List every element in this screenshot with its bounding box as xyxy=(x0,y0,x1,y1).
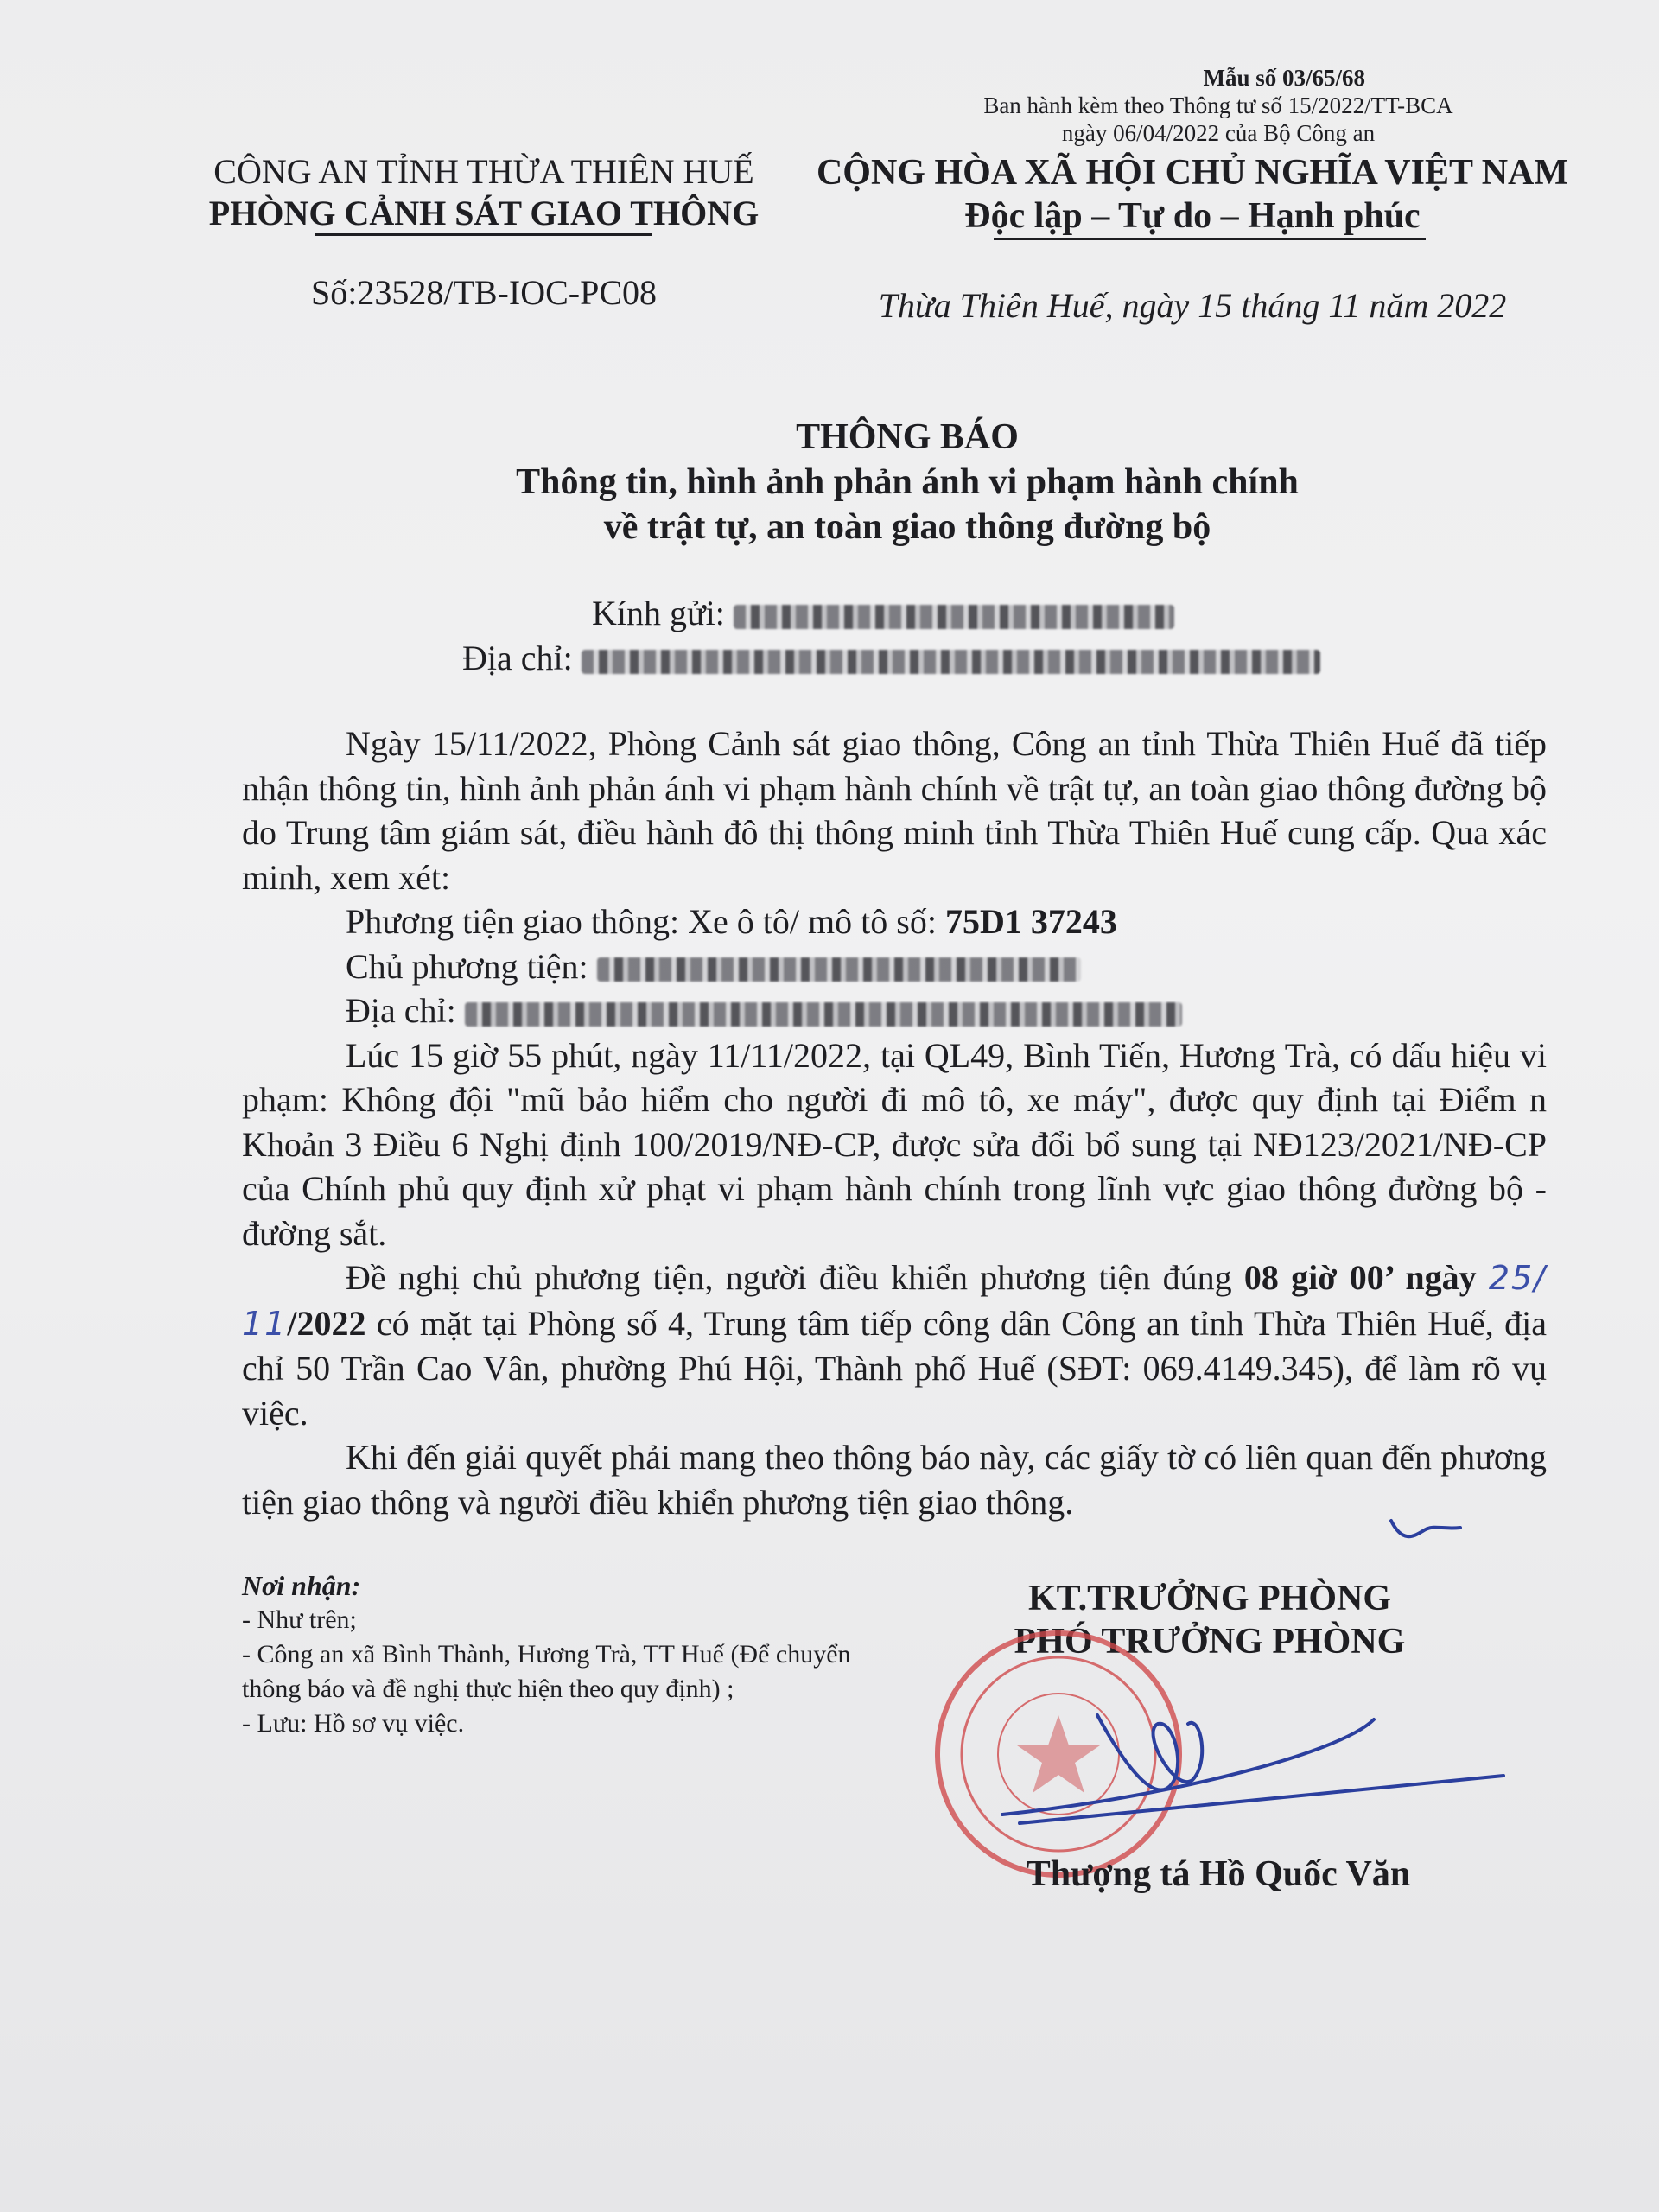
form-issued-date: ngày 06/04/2022 của Bộ Công an xyxy=(1061,120,1376,146)
body-paragraph-2: Lúc 15 giờ 55 phút, ngày 11/11/2022, tại QL49, Bình Tiến, Hương Trà, có dấu hiệu vi phạm: Không đội "mũ bảo hiểm cho người đi mô tô, xe máy", được quy định tại Điểm n Khoản 3 Điều 6 Nghị định 100/2019/NĐ-CP, được sửa đổi bổ sung tại NĐ123/2021/NĐ-CP của Chính phủ quy định xử phạt vi phạm hành chính trong lĩnh vực giao thông đường bộ - đường sắt. xyxy=(242,1035,1547,1253)
body-paragraph-4: Khi đến giải quyết phải mang theo thông báo này, các giấy tờ có liên quan đến phương tiện giao thông và người điều khiển phương tiện giao thông. xyxy=(242,1438,1547,1522)
place-date: Thừa Thiên Huế, ngày 15 tháng 11 năm 2022 xyxy=(878,286,1507,325)
form-code: Mẫu số 03/65/68 xyxy=(1203,65,1365,91)
official-stamp-icon xyxy=(938,1633,1179,1875)
receiver-item: - Như trên; xyxy=(242,1605,357,1634)
handwritten-date: 25/ 11 xyxy=(242,1259,1548,1343)
appointment-year: /2022 xyxy=(287,1303,366,1343)
national-motto: Độc lập – Tự do – Hạnh phúc xyxy=(964,196,1421,236)
receiver-item: - Công an xã Bình Thành, Hương Trà, TT Huế (Để chuyển thông báo và đề nghị thực hiện theo quy định) ; xyxy=(242,1640,851,1703)
recipient-address-label: Địa chỉ: xyxy=(462,639,573,677)
document-title: THÔNG BÁO xyxy=(796,417,1019,457)
appointment-time: 08 giờ 00’ ngày xyxy=(1243,1258,1477,1297)
signature-line-1: KT.TRƯỞNG PHÒNG xyxy=(1028,1579,1391,1618)
document-number: Số:23528/TB-IOC-PC08 xyxy=(310,273,658,312)
owner-label: Chủ phương tiện: xyxy=(346,946,588,986)
owner-address-label: Địa chỉ: xyxy=(346,991,456,1030)
p3-start: Đề nghị chủ phương tiện, người điều khiển phương tiện đúng xyxy=(346,1258,1232,1297)
vehicle-plate: 75D1 37243 xyxy=(944,902,1117,941)
issuer-department: PHÒNG CẢNH SÁT GIAO THÔNG xyxy=(208,194,760,232)
document-subtitle-2: về trật tự, an toàn giao thông đường bộ xyxy=(603,507,1211,547)
body-paragraph-1: Ngày 15/11/2022, Phòng Cảnh sát giao thông, Công an tỉnh Thừa Thiên Huế đã tiếp nhận thông tin, hình ảnh phản ánh vi phạm hành chính về trật tự, an toàn giao thông đường bộ do Trung tâm giám sát, điều hành đô thị thông minh tỉnh Thừa Thiên Huế cung cấp. Qua xác minh, xem xét: xyxy=(242,724,1547,897)
document-subtitle-1: Thông tin, hình ảnh phản ánh vi phạm hành chính xyxy=(516,462,1299,502)
form-issued-by: Ban hành kèm theo Thông tư số 15/2022/TT-BCA xyxy=(983,92,1453,118)
issuer-agency: CÔNG AN TỈNH THỪA THIÊN HUẾ xyxy=(213,152,754,191)
recipient-label: Kính gửi: xyxy=(592,594,725,632)
receiver-item: - Lưu: Hồ sơ vụ việc. xyxy=(242,1709,465,1738)
signature-line-2: PHÓ TRƯỞNG PHÒNG xyxy=(1014,1622,1406,1662)
country-name: CỘNG HÒA XÃ HỘI CHỦ NGHĨA VIỆT NAM xyxy=(816,153,1569,193)
receivers-heading: Nơi nhận: xyxy=(242,1570,361,1601)
vehicle-label: Phương tiện giao thông: Xe ô tô/ mô tô số: xyxy=(346,902,937,941)
signer-name: Thượng tá Hồ Quốc Văn xyxy=(1026,1854,1411,1894)
p3-rest: có mặt tại Phòng số 4, Trung tâm tiếp công dân Công an tỉnh Thừa Thiên Huế, địa chỉ 50 Trần Cao Vân, phường Phú Hội, Thành phố Huế (SĐT: 069.4149.345), để làm rõ vụ việc. xyxy=(242,1303,1548,1433)
